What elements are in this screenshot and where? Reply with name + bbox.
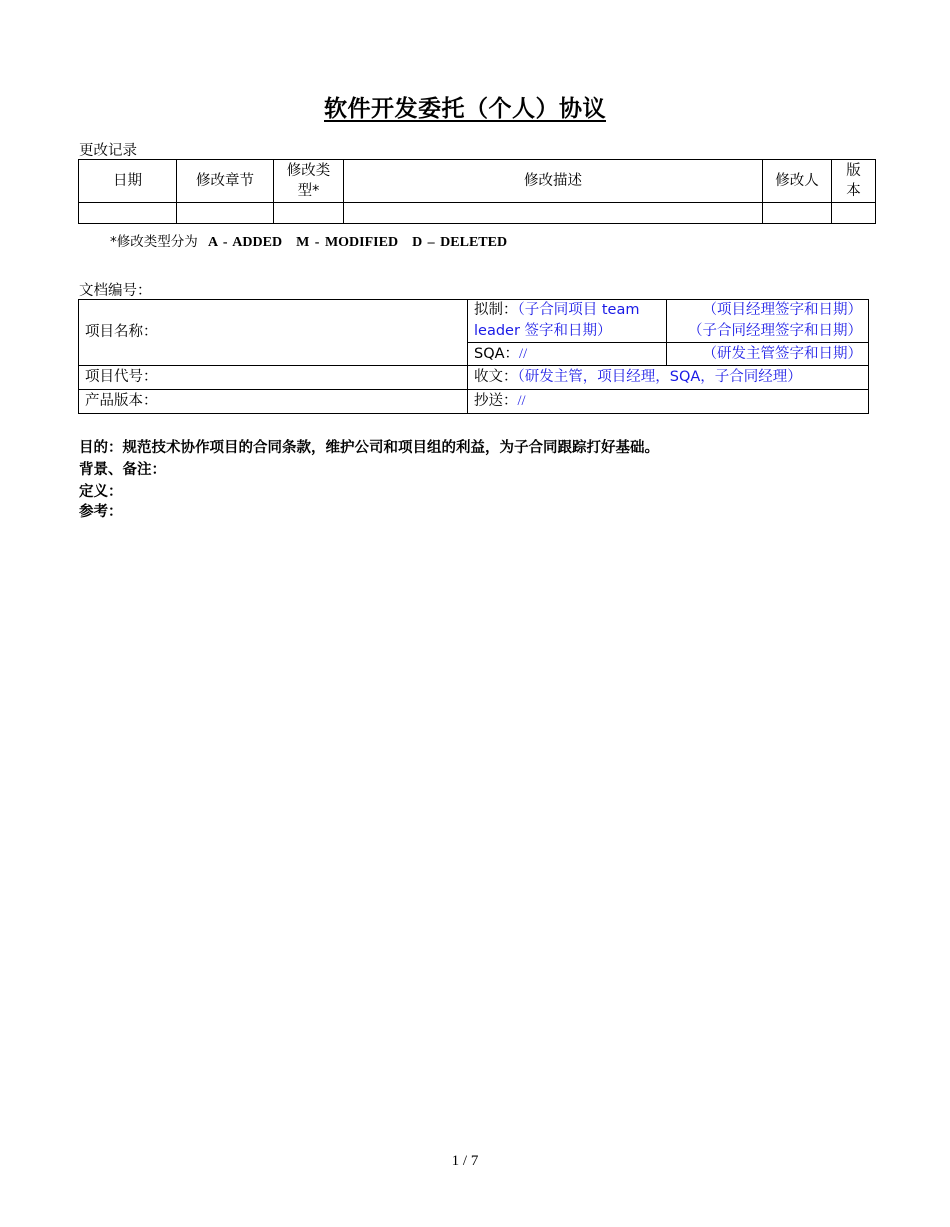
cell-date xyxy=(79,203,177,224)
note-added: A - ADDED xyxy=(208,235,283,250)
header-date: 日期 xyxy=(79,160,177,203)
page-number: 1 / 7 xyxy=(451,1153,479,1169)
note-modified: M - MODIFIED xyxy=(296,235,399,250)
cell-author xyxy=(763,203,832,224)
note-deleted: D – DELETED xyxy=(412,235,508,250)
note-prefix: *修改类型分为 xyxy=(110,234,198,250)
cc-value: // xyxy=(517,393,526,409)
background-line: 背景、备注： xyxy=(79,462,166,478)
header-type-line1: 修改类 xyxy=(286,163,331,179)
revision-type-note xyxy=(110,230,521,251)
drafted-label: 拟制： xyxy=(474,302,518,318)
project-code-label: 项目代号： xyxy=(85,369,158,385)
table-row xyxy=(79,203,876,224)
header-description: 修改描述 xyxy=(344,160,763,203)
header-version xyxy=(832,160,876,203)
header-version-line1: 版 xyxy=(846,163,861,179)
project-code-cell xyxy=(79,366,468,390)
recipients-value: （研发主管，项目经理，SQA，子合同经理） xyxy=(517,369,802,385)
header-author: 修改人 xyxy=(763,160,832,203)
definition-line: 定义： xyxy=(79,484,123,500)
sqa-label: SQA： xyxy=(474,345,520,362)
revision-record-label: 更改记录 xyxy=(79,143,137,159)
recipients-cell xyxy=(468,366,869,390)
recipients-label: 收文： xyxy=(474,369,518,385)
cell-description xyxy=(344,203,763,224)
sqa-value: // xyxy=(519,345,528,362)
revision-header-row xyxy=(79,160,876,203)
project-name-cell xyxy=(79,300,468,366)
drafted-cell xyxy=(468,300,667,343)
reference-line: 参考： xyxy=(79,504,123,520)
sqa-cell xyxy=(468,343,667,366)
purpose-line: 目的：规范技术协作项目的合同条款，维护公司和项目组的利益，为子合同跟踪打好基础。 xyxy=(79,440,659,456)
product-version-cell xyxy=(79,390,468,414)
drafted-value-line1: （子合同项目 team xyxy=(517,302,640,318)
doc-number-label: 文档编号： xyxy=(79,283,152,299)
product-version-label: 产品版本： xyxy=(85,393,158,409)
cc-cell xyxy=(468,390,869,414)
page-title: 软件开发委托（个人）协议 xyxy=(324,96,606,122)
cell-section xyxy=(177,203,274,224)
table-row xyxy=(79,300,869,343)
rd-sign-cell xyxy=(667,343,869,366)
doc-info-table xyxy=(78,299,869,414)
header-type-line2: 型* xyxy=(297,183,320,199)
cell-type xyxy=(274,203,344,224)
pm-sign-line1: （项目经理签字和日期） xyxy=(702,302,862,318)
cc-label: 抄送： xyxy=(474,393,518,409)
cell-version xyxy=(832,203,876,224)
rd-sign: （研发主管签字和日期） xyxy=(702,345,862,362)
pm-sign-line2: （子合同经理签字和日期） xyxy=(688,323,862,339)
table-row xyxy=(79,390,869,414)
header-type xyxy=(274,160,344,203)
drafted-value-line2: leader 签字和日期） xyxy=(474,323,612,339)
table-row xyxy=(79,366,869,390)
revision-table xyxy=(78,159,876,224)
header-section: 修改章节 xyxy=(177,160,274,203)
header-version-line2: 本 xyxy=(846,183,861,199)
pm-sign-cell xyxy=(667,300,869,343)
project-name-label: 项目名称： xyxy=(85,324,158,340)
